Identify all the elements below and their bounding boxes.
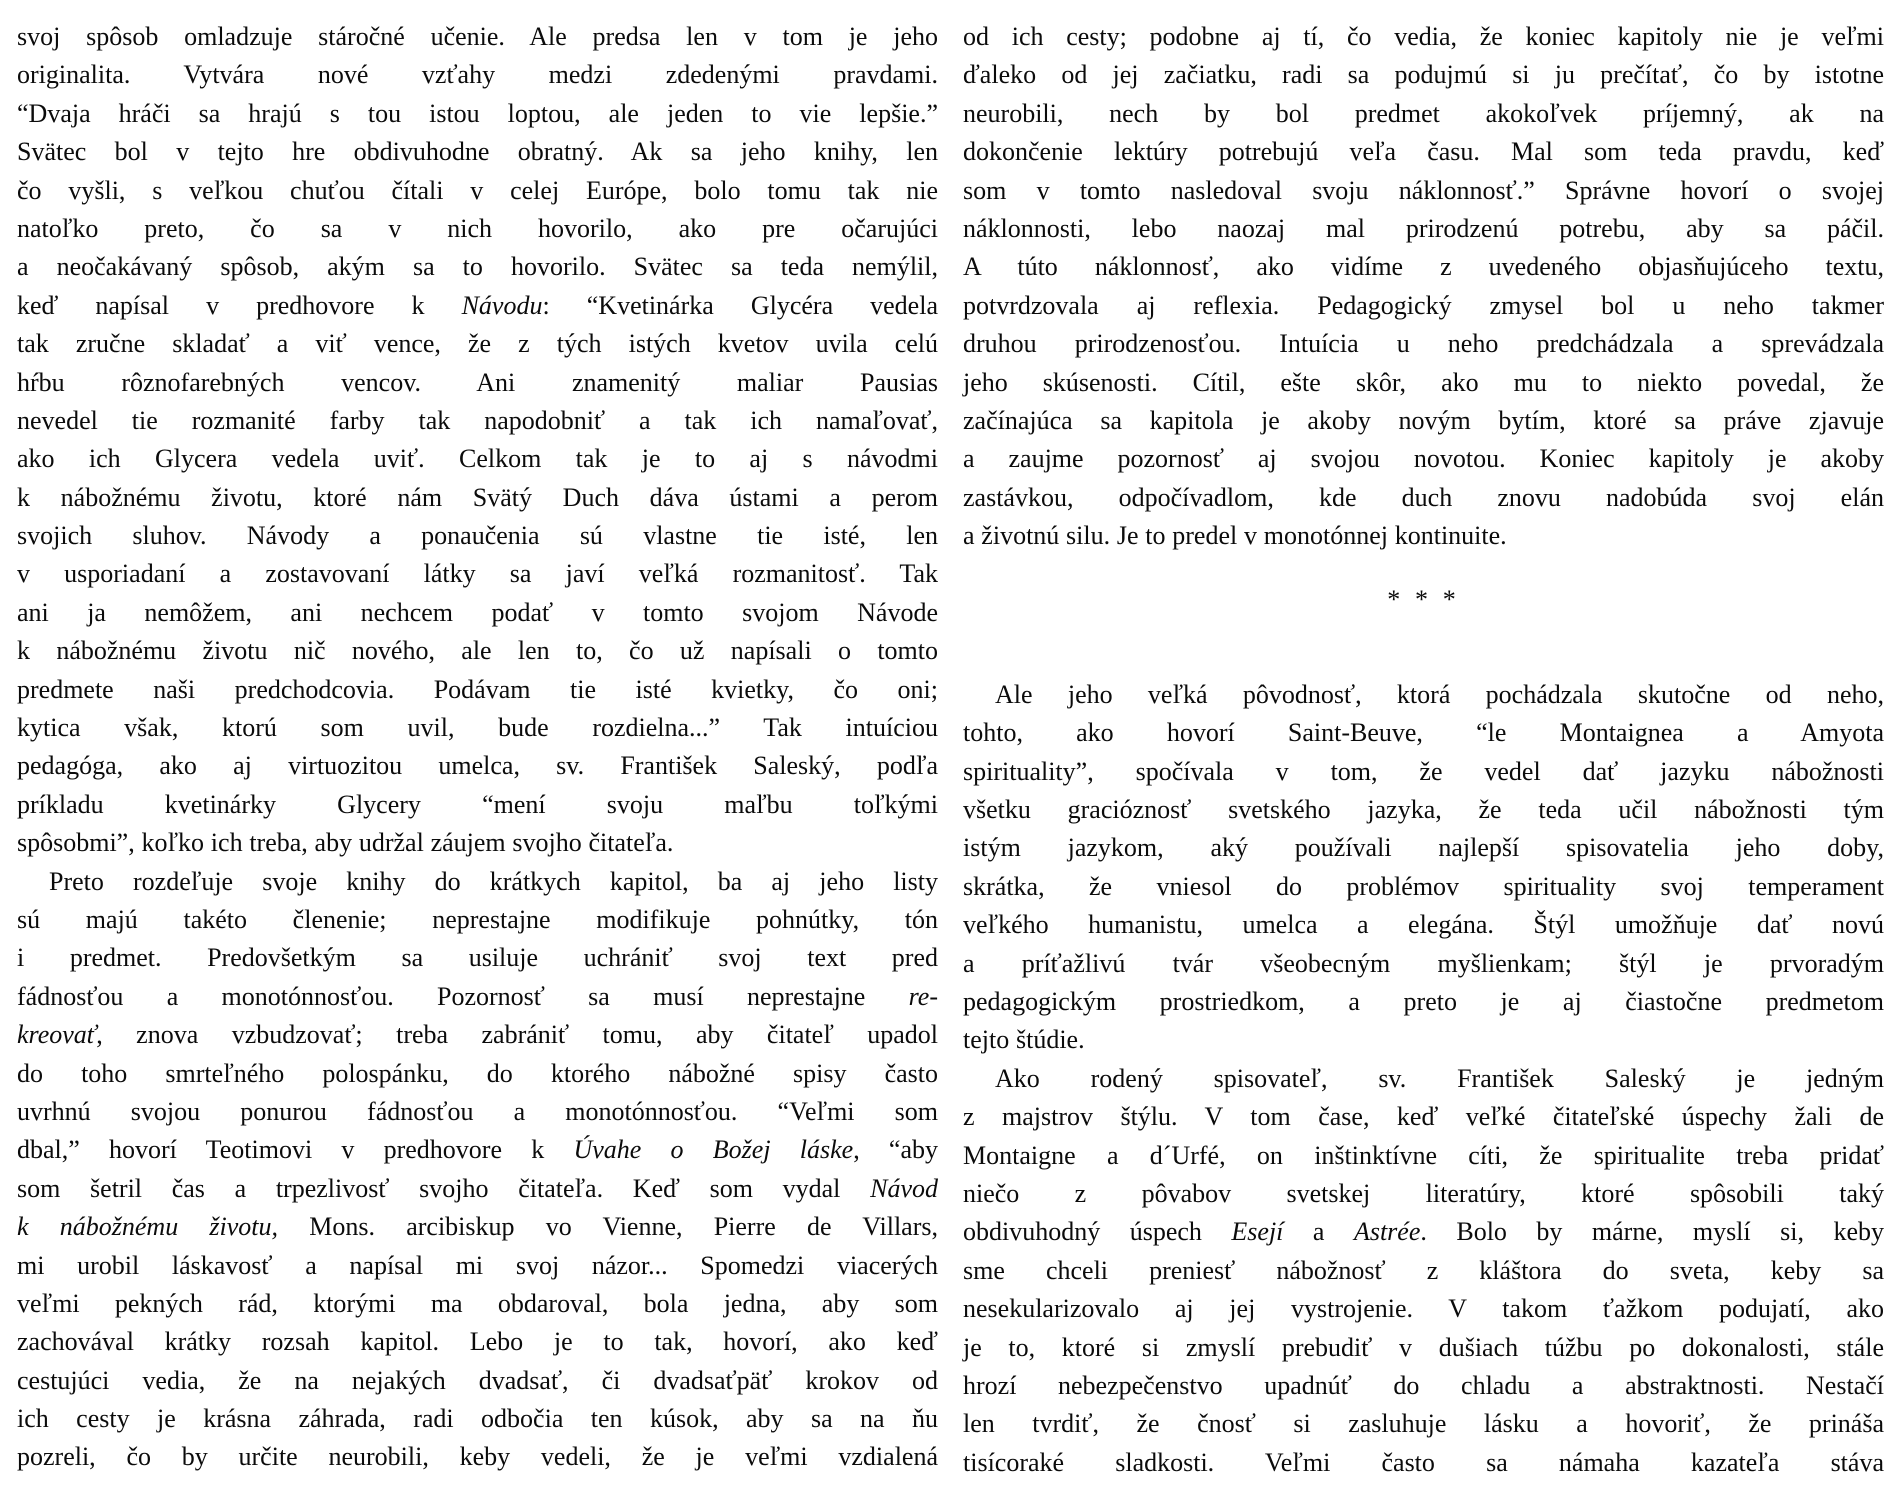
text-segment: , “aby xyxy=(853,1135,938,1165)
text-segment: ďaleko od jej začiatku, radi sa podujmú si ju prečítať, čo by istotne xyxy=(963,60,1884,90)
text-line xyxy=(17,95,938,133)
text-segment: a príťažlivú tvár všeobecným myšlienkam; štýl je prvoradým xyxy=(963,948,1884,978)
text-line xyxy=(17,786,938,824)
text-line xyxy=(963,1060,1884,1098)
text-line xyxy=(963,676,1884,714)
text-line xyxy=(17,1323,938,1361)
text-segment: niečo z pôvabov svetskej literatúry, ktoré spôsobili taký xyxy=(963,1178,1884,1208)
text-segment: Mons. arcibiskup vo Vienne, Pierre de Villars, xyxy=(278,1212,939,1242)
text-line xyxy=(963,983,1884,1021)
text-segment: pozreli, čo by určite neurobili, keby vedeli, že je veľmi vzdialená xyxy=(17,1442,938,1472)
text-segment: veľkého humanistu, umelca a elegána. Štýl umožňuje dať novú xyxy=(963,910,1884,940)
text-segment: hŕbu rôznofarebných vencov. Ani znamenitý maliar Pausias xyxy=(17,367,938,397)
text-line xyxy=(963,714,1884,752)
text-line xyxy=(963,248,1884,286)
text-segment: a životnú silu. Je to predel v monotónnej kontinuite. xyxy=(963,521,1507,551)
text-segment: zachovával krátky rozsah kapitol. Lebo je to tak, hovorí, ako keď xyxy=(17,1327,938,1357)
text-segment: pedagóga, ako aj virtuozitou umelca, sv. František Saleský, podľa xyxy=(17,751,938,781)
text-line xyxy=(963,95,1884,133)
text-line xyxy=(17,248,938,286)
text-segment: ako ich Glycera vedela uviť. Celkom tak je to aj s návodmi xyxy=(17,444,938,474)
text-segment: svoj spôsob omladzuje stáročné učenie. Ale predsa len v tom je jeho xyxy=(17,22,938,51)
page-column-right xyxy=(963,18,1884,1500)
text-segment: , znova vzbudzovať; treba zabrániť tomu, aby čitateľ upadol xyxy=(96,1020,938,1050)
text-line xyxy=(17,824,938,862)
text-segment: sú majú takéto členenie; neprestajne modifikuje pohnútky, tón xyxy=(17,904,938,934)
text-segment: cestujúci vedia, že na nejakých dvadsať, či dvadsaťpäť krokov od xyxy=(17,1365,938,1395)
text-line xyxy=(17,1170,938,1208)
text-segment: je to, ktoré si zmyslí prebudiť v dušiach túžbu po dokonalosti, stále xyxy=(963,1332,1884,1362)
text-segment: čo vyšli, s veľkou chuťou čítali v celej Európe, bolo tomu tak nie xyxy=(17,175,938,205)
text-segment: skrátka, že vniesol do problémov spirituality svoj temperament xyxy=(963,871,1884,901)
text-line xyxy=(17,172,938,210)
text-line xyxy=(17,364,938,402)
text-segment: v usporiadaní a zostavovaní látky sa javí veľká rozmanitosť. Tak xyxy=(17,559,938,589)
text-line xyxy=(17,479,938,517)
text-segment: veľmi pekných rád, ktorými ma obdaroval, bola jedna, aby som xyxy=(17,1288,938,1318)
text-segment: * * * xyxy=(1387,585,1460,615)
text-segment: pedagogickým prostriedkom, a preto je aj čiastočne predmetom xyxy=(963,986,1884,1016)
text-segment: dokončenie lektúry potrebujú veľa času. Mal som teda pravdu, keď xyxy=(963,137,1884,167)
text-line xyxy=(17,747,938,785)
text-segment: jeho skúsenosti. Cítil, ešte skôr, ako mu to niekto povedal, že xyxy=(963,367,1884,397)
text-segment: kytica však, ktorú som uvil, bude rozdielna...” Tak intuíciou xyxy=(17,713,938,743)
text-segment: a xyxy=(1283,1217,1354,1247)
text-segment: som v tomto nasledoval svoju náklonnosť.” Správne hovorí o svojej xyxy=(963,175,1884,205)
text-segment: do toho smrteľného polospánku, do ktorého nábožné spisy často xyxy=(17,1058,938,1088)
text-segment: od ich cesty; podobne aj tí, čo vedia, že koniec kapitoly nie je veľmi xyxy=(963,22,1884,51)
italic-text-segment: Návodu xyxy=(461,290,543,320)
text-line xyxy=(963,753,1884,791)
text-segment: začínajúca sa kapitola je akoby novým bytím, ktoré sa práve zjavuje xyxy=(963,405,1884,435)
text-segment: svojich sluhov. Návody a ponaučenia sú vlastne tie isté, len xyxy=(17,521,938,551)
text-segment: obdivuhodný úspech xyxy=(963,1217,1232,1247)
text-line xyxy=(17,863,938,901)
text-segment: všetku gracióznosť svetského jazyka, že teda učil nábožnosti tým xyxy=(963,795,1884,825)
section-separator xyxy=(963,581,1884,619)
italic-text-segment: Úvahe o Božej láske xyxy=(573,1135,854,1165)
text-segment: tak zručne skladať a viť vence, že z tých istých kvetov uvila celú xyxy=(17,329,938,359)
text-line xyxy=(17,1016,938,1054)
text-line xyxy=(963,906,1884,944)
text-segment: originalita. Vytvára nové vzťahy medzi zdedenými pravdami. xyxy=(17,60,938,90)
text-line xyxy=(963,868,1884,906)
text-line xyxy=(17,287,938,325)
text-segment: len tvrdiť, že čnosť si zasluhuje lásku a hovoriť, že prináša xyxy=(963,1409,1884,1439)
text-segment: zastávkou, odpočívadlom, kde duch znovu nadobúda svoj elán xyxy=(963,482,1884,512)
text-segment: predmete naši predchodcovia. Podávam tie isté kvietky, čo oni; xyxy=(17,674,938,704)
text-segment: k nábožnému životu, ktoré nám Svätý Duch dáva ústami a perom xyxy=(17,482,938,512)
text-segment: nesekularizovalo aj jej vystrojenie. V takom ťažkom podujatí, ako xyxy=(963,1294,1884,1324)
text-segment: tejto štúdie. xyxy=(963,1025,1085,1055)
text-line xyxy=(17,1438,938,1476)
italic-text-segment: k nábožnému životu, xyxy=(17,1212,279,1242)
text-line xyxy=(963,1405,1884,1443)
text-segment: druhou prirodzenosťou. Intuícia u neho predchádzala a sprevádzala xyxy=(963,329,1884,359)
text-line xyxy=(17,1093,938,1131)
text-line xyxy=(963,517,1884,555)
text-line xyxy=(963,364,1884,402)
text-line xyxy=(17,517,938,555)
text-line xyxy=(17,1362,938,1400)
text-segment: a neočakávaný spôsob, akým sa to hovorilo. Svätec sa teda nemýlil, xyxy=(17,252,938,282)
text-line xyxy=(17,671,938,709)
text-segment: . Bolo by márne, myslí si, keby xyxy=(1420,1217,1884,1247)
text-line xyxy=(963,325,1884,363)
text-segment: mi urobil láskavosť a napísal mi svoj názor... Spomedzi viacerých xyxy=(17,1250,938,1280)
italic-text-segment: Esejí xyxy=(1231,1217,1284,1247)
text-line xyxy=(963,479,1884,517)
text-segment: a zaujme pozornosť aj svojou novotou. Koniec kapitoly je akoby xyxy=(963,444,1884,474)
text-line xyxy=(963,1137,1884,1175)
text-segment: tisícoraké sladkosti. Veľmi často sa námaha kazateľa stáva xyxy=(963,1447,1884,1477)
text-segment: ich cesty je krásna záhrada, radi odbočia ten kúsok, aby sa na ňu xyxy=(17,1404,938,1434)
page-column-left xyxy=(17,18,938,1500)
text-line xyxy=(963,172,1884,210)
text-segment: Svätec bol v tejto hre obdivuhodne obratný. Ak sa jeho knihy, len xyxy=(17,137,938,167)
text-line xyxy=(17,1055,938,1093)
text-line xyxy=(17,1131,938,1169)
text-segment: natoľko preto, čo sa v nich hovorilo, ako pre očarujúci xyxy=(17,213,938,243)
text-segment: fádnosťou a monotónnosťou. Pozornosť sa musí neprestajne xyxy=(17,981,909,1011)
text-line xyxy=(17,939,938,977)
text-segment: príkladu kvetinárky Glycery “mení svoju maľbu toľkými xyxy=(17,789,938,819)
text-segment: A túto náklonnosť, ako vidíme z uvedeného objasňujúceho textu, xyxy=(963,252,1884,282)
text-segment: Montaigne a d´Urfé, on inštinktívne cíti, že spiritualite treba pridať xyxy=(963,1140,1884,1170)
text-line xyxy=(963,1290,1884,1328)
text-line xyxy=(963,56,1884,94)
text-segment: spôsobmi”, koľko ich treba, aby udržal záujem svojho čitateľa. xyxy=(17,828,674,858)
text-segment: Preto rozdeľuje svoje knihy do krátkych kapitol, ba aj jeho listy xyxy=(49,866,938,896)
text-segment: náklonnosti, lebo naozaj mal prirodzenú potrebu, aby sa páčil. xyxy=(963,213,1884,243)
text-line xyxy=(963,1213,1884,1251)
text-segment: i predmet. Predovšetkým sa usiluje uchrániť svoj text pred xyxy=(17,943,938,973)
text-line xyxy=(17,594,938,632)
text-segment: dbal,” hovorí Teotimovi v predhovore k xyxy=(17,1135,574,1165)
italic-text-segment: kreovať xyxy=(17,1020,97,1050)
text-line xyxy=(17,440,938,478)
text-line xyxy=(963,1175,1884,1213)
text-segment: z majstrov štýlu. V tom čase, keď veľké čitateľské úspechy žali de xyxy=(963,1102,1884,1132)
text-line xyxy=(17,555,938,593)
text-line xyxy=(17,210,938,248)
text-segment: hrozí nebezpečenstvo upadnúť do chladu a abstraktnosti. Nestačí xyxy=(963,1370,1884,1400)
text-line xyxy=(17,18,938,56)
italic-text-segment: Astrée xyxy=(1353,1217,1421,1247)
text-line xyxy=(17,402,938,440)
text-line xyxy=(17,1247,938,1285)
text-segment: k nábožnému životu nič nového, ale len to, čo už napísali o tomto xyxy=(17,636,938,666)
text-line xyxy=(963,791,1884,829)
text-segment: Ako rodený spisovateľ, sv. František Saleský je jedným xyxy=(995,1063,1884,1093)
text-line xyxy=(17,1208,938,1246)
text-segment: potvrdzovala aj reflexia. Pedagogický zmysel bol u neho takmer xyxy=(963,290,1884,320)
text-line xyxy=(963,18,1884,56)
text-segment: nevedel tie rozmanité farby tak napodobniť a tak ich namaľovať, xyxy=(17,405,938,435)
text-segment: tohto, ako hovorí Saint-Beuve, “le Montaignea a Amyota xyxy=(963,718,1884,748)
italic-text-segment: Návod xyxy=(870,1173,938,1203)
text-line xyxy=(963,829,1884,867)
text-segment: spirituality”, spočívala v tom, že vedel dať jazyku nábožnosti xyxy=(963,756,1884,786)
text-line xyxy=(17,978,938,1016)
text-line xyxy=(963,1098,1884,1136)
text-line xyxy=(963,133,1884,171)
text-segment: : “Kvetinárka Glycéra vedela xyxy=(542,290,938,320)
text-segment: som šetril čas a trpezlivosť svojho čitateľa. Keď som vydal xyxy=(17,1173,871,1203)
text-line xyxy=(17,632,938,670)
text-segment: keď napísal v predhovore k xyxy=(17,290,462,320)
text-segment: ani ja nemôžem, ani nechcem podať v tomto svojom Návode xyxy=(17,597,938,627)
text-line xyxy=(963,1021,1884,1059)
text-segment: neurobili, nech by bol predmet akokoľvek príjemný, ak na xyxy=(963,98,1884,128)
text-line xyxy=(17,901,938,939)
text-line xyxy=(17,1400,938,1438)
text-line xyxy=(17,709,938,747)
text-line xyxy=(17,325,938,363)
text-segment: “Dvaja hráči sa hrajú s tou istou loptou, ale jeden to vie lepšie.” xyxy=(17,98,938,128)
text-line xyxy=(17,133,938,171)
text-line xyxy=(963,1444,1884,1482)
italic-text-segment: re- xyxy=(908,981,938,1011)
text-line xyxy=(17,56,938,94)
text-line xyxy=(963,1252,1884,1290)
text-line xyxy=(963,440,1884,478)
text-line xyxy=(963,945,1884,983)
text-line xyxy=(17,1285,938,1323)
text-line xyxy=(963,1329,1884,1367)
text-line xyxy=(963,287,1884,325)
text-segment: Ale jeho veľká pôvodnosť, ktorá pochádzala skutočne od neho, xyxy=(995,679,1884,709)
text-segment: uvrhnú svojou ponurou fádnosťou a monotónnosťou. “Veľmi som xyxy=(17,1096,938,1126)
text-line xyxy=(963,402,1884,440)
text-segment: sme chceli preniesť nábožnosť z kláštora do sveta, keby sa xyxy=(963,1255,1884,1285)
text-line xyxy=(963,1367,1884,1405)
text-line xyxy=(963,210,1884,248)
text-segment: istým jazykom, aký používali najlepší spisovatelia jeho doby, xyxy=(963,833,1884,863)
